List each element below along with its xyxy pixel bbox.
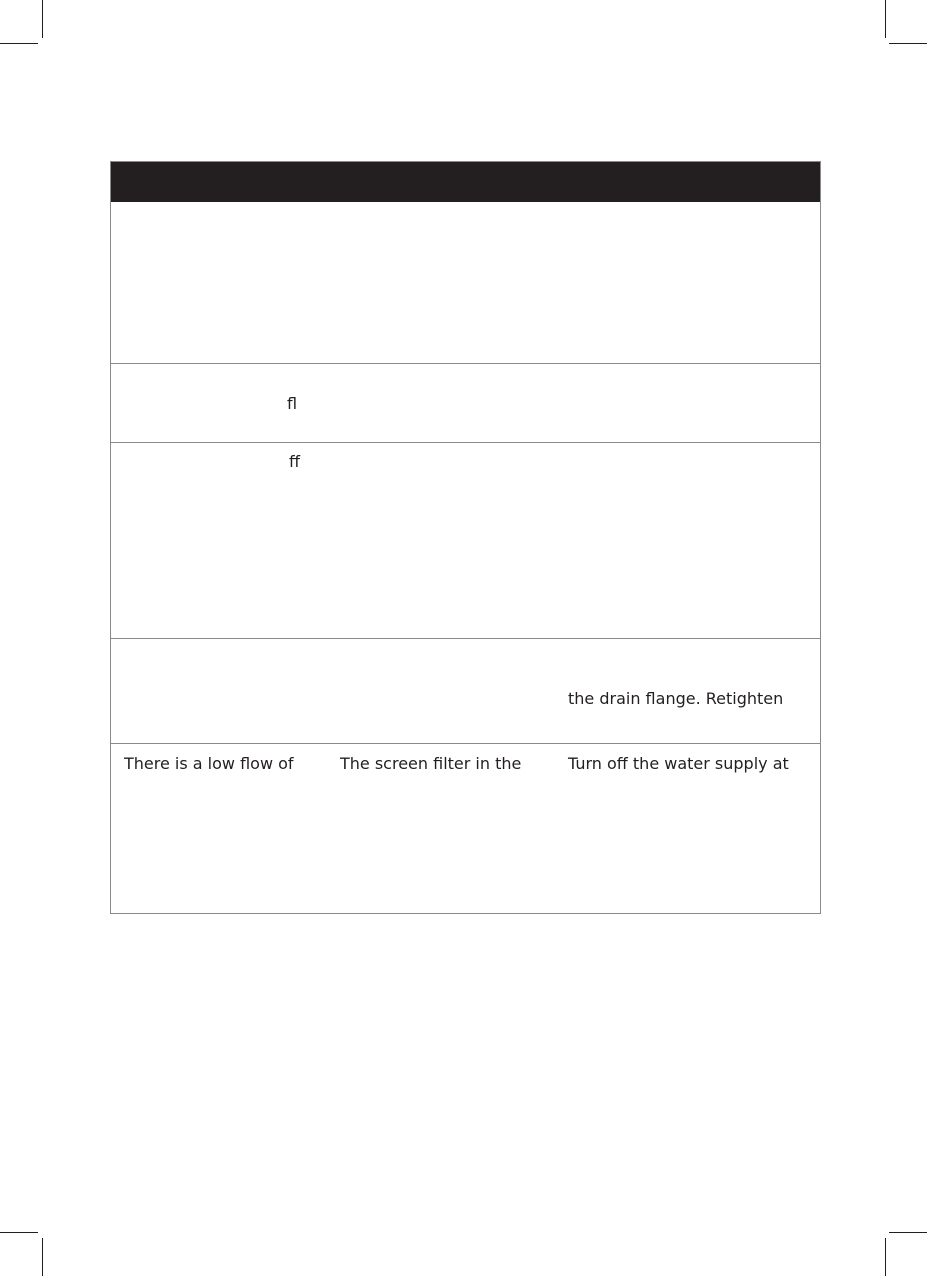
crop-mark-top-right [885,0,886,38]
table-row [111,363,820,442]
crop-mark-top-right-h [889,43,927,44]
solution-cell: the drain flange. Retighten [568,689,784,708]
cause-cell: The screen filter in the [340,754,522,773]
crop-mark-bottom-right [885,1238,886,1276]
solution-cell: Turn off the water supply at [568,754,789,773]
crop-mark-bottom-left-h [0,1232,38,1233]
problem-cell: There is a low flow of [124,754,294,773]
table-header-bar [111,162,820,202]
problem-cell: ff [289,452,301,471]
troubleshooting-table [110,161,821,914]
crop-mark-bottom-left [42,1238,43,1276]
table-row [111,638,820,743]
table-row [111,442,820,638]
problem-cell: fl [287,394,298,413]
table-row [111,743,820,914]
crop-mark-top-left-h [0,43,38,44]
table-row [111,202,820,364]
crop-mark-bottom-right-h [889,1232,927,1233]
crop-mark-top-left [42,0,43,38]
